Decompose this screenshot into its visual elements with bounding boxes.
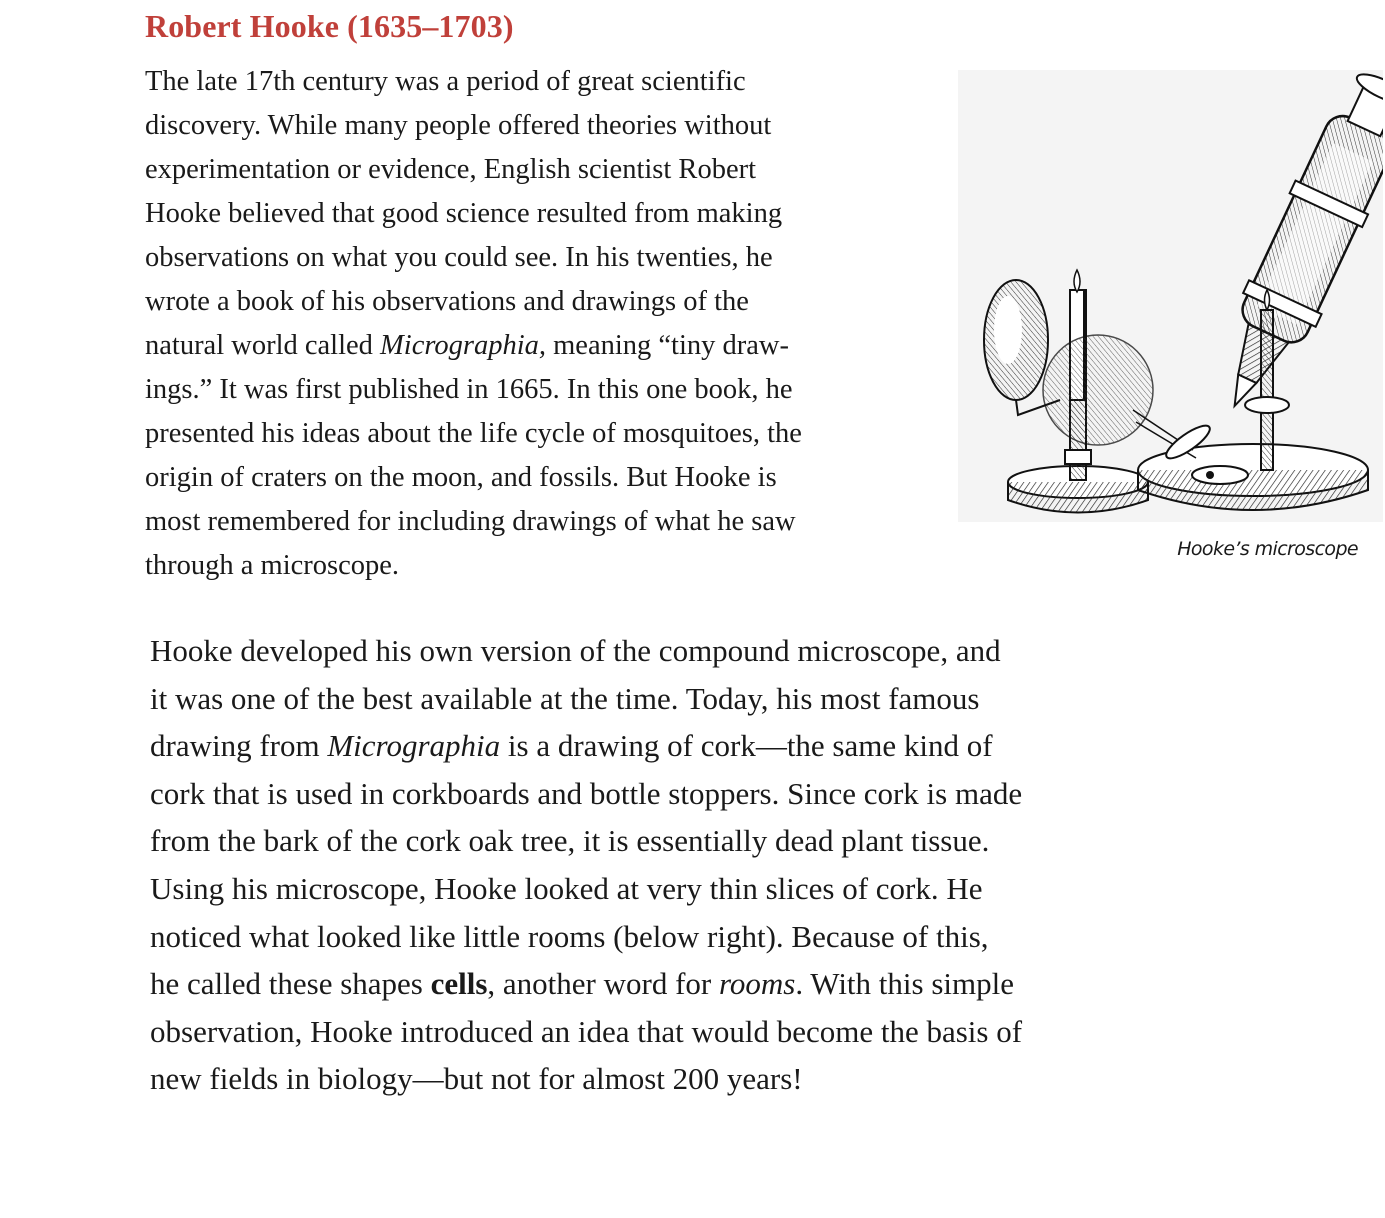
text-line: discovery. While many people offered theories without	[145, 110, 772, 141]
text-line: most remembered for including drawings of what he saw	[145, 506, 796, 537]
text-line: wrote a book of his observations and drawings of the	[145, 286, 749, 317]
text-segment: meaning “tiny draw-	[546, 330, 789, 361]
text-segment: . With this simple	[795, 966, 1014, 1002]
text-segment: natural world called	[145, 330, 381, 361]
text-line: noticed what looked like little rooms (below right). Because of this,	[150, 918, 989, 954]
text-line: origin of craters on the moon, and fossils. But Hooke is	[145, 462, 777, 493]
text-segment: , another word for	[487, 966, 719, 1002]
text-line: observations on what you could see. In his twenties, he	[145, 242, 773, 273]
text-line: observation, Hooke introduced an idea that would become the basis of	[150, 1013, 1023, 1049]
book-title: Micrographia	[327, 728, 501, 764]
text-line	[150, 722, 1210, 770]
text-line: new fields in biology—but not for almost 200 years!	[150, 1061, 803, 1097]
text-segment: drawing from	[150, 728, 328, 764]
microscope-illustration-icon	[958, 70, 1383, 522]
microscope-figure	[958, 70, 1383, 522]
text-line: Using his microscope, Hooke looked at very thin slices of cork. He	[150, 870, 983, 906]
text-line: Hooke believed that good science resulted from making	[145, 198, 783, 229]
text-segment: he called these shapes	[150, 966, 431, 1002]
text-line: The late 17th century was a period of great scientific	[145, 66, 746, 97]
text-line: from the bark of the cork oak tree, it is essentially dead plant tissue.	[150, 823, 990, 859]
intro-paragraph	[145, 60, 935, 588]
emphasis: rooms	[718, 966, 796, 1002]
text-line: Hooke developed his own version of the compound microscope, and	[150, 633, 1001, 668]
text-line	[150, 960, 1210, 1008]
body-paragraph	[150, 627, 1210, 1103]
text-line: experimentation or evidence, English scientist Robert	[145, 154, 756, 185]
text-line: presented his ideas about the life cycle of mosquitoes, the	[145, 418, 802, 449]
text-line: cork that is used in corkboards and bottle stoppers. Since cork is made	[150, 775, 1023, 811]
text-line: it was one of the best available at the time. Today, his most famous	[150, 680, 980, 716]
book-title: Micrographia,	[380, 330, 547, 361]
key-term: cells	[430, 966, 488, 1002]
text-segment: is a drawing of cork—the same kind of	[500, 728, 993, 764]
text-line	[145, 324, 935, 368]
text-line: ings.” It was first published in 1665. In this one book, he	[145, 374, 793, 405]
page-title: Robert Hooke (1635–1703)	[145, 8, 514, 44]
text-line: through a microscope.	[145, 550, 400, 581]
figure-caption: Hooke’s microscope	[1177, 538, 1358, 560]
